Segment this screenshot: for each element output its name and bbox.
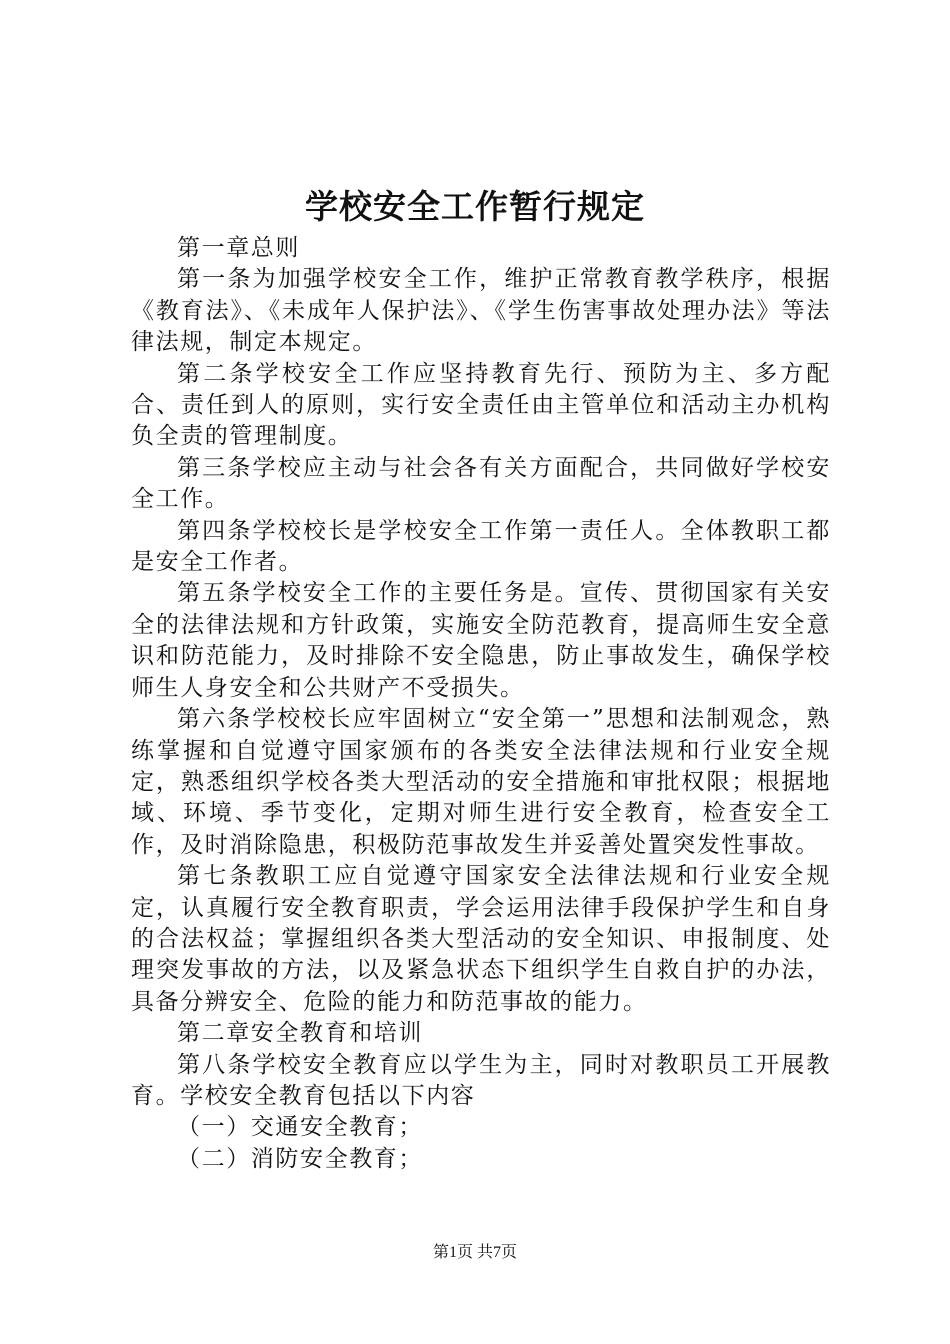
list-item: （一）交通安全教育； <box>177 1114 423 1141</box>
article-paragraph: 第五条学校安全工作的主要任务是。宣传、贯彻国家有关安全的法律法规和方针政策，实施安全防范教育，提高师生安全意识和防范能力，及时排除不安全隐患，防止事故发生，确保学校师生人身安全和公共财产不受损失。 <box>131 580 831 701</box>
article-paragraph: 第六条学校校长应牢固树立“安全第一”思想和法制观念，熟练掌握和自觉遵守国家颁布的各类安全法律法规和行业安全规定，熟悉组织学校各类大型活动的安全措施和审批权限；根据地域、环境、季节变化，定期对师生进行安全教育，检查安全工作，及时消除隐患，积极防范事故发生并妥善处置突发性事故。 <box>131 706 831 858</box>
article-paragraph: 第四条学校校长是学校安全工作第一责任人。全体教职工都是安全工作者。 <box>131 517 831 576</box>
article-paragraph: 第一条为加强学校安全工作，维护正常教育教学秩序，根据《教育法》、《未成年人保护法》、《学生伤害事故处理办法》等法律法规，制定本规定。 <box>131 266 831 356</box>
article-paragraph: 第八条学校安全教育应以学生为主，同时对教职员工开展教育。学校安全教育包括以下内容 <box>131 1051 831 1109</box>
chapter-heading: 第二章安全教育和培训 <box>177 1020 423 1047</box>
article-paragraph: 第三条学校应主动与社会各有关方面配合，共同做好学校安全工作。 <box>131 454 831 513</box>
page-number-footer: 第1页 共7页 <box>432 1244 517 1261</box>
list-item: （二）消防安全教育； <box>177 1145 423 1172</box>
chapter-heading: 第一章总则 <box>177 235 300 261</box>
document-title: 学校安全工作暂行规定 <box>305 187 645 226</box>
document-body <box>131 233 831 1175</box>
article-paragraph: 第七条教职工应自觉遵守国家安全法律法规和行业安全规定，认真履行安全教育职责，学会运用法律手段保护学生和自身的合法权益；掌握组织各类大型活动的安全知识、申报制度、处理突发事故的方法，以及紧急状态下组织学生自救自护的办法，具备分辨安全、危险的能力和防范事故的能力。 <box>131 863 831 1015</box>
article-paragraph: 第二条学校安全工作应坚持教育先行、预防为主、多方配合、责任到人的原则，实行安全责任由主管单位和活动主办机构负全责的管理制度。 <box>131 360 831 450</box>
